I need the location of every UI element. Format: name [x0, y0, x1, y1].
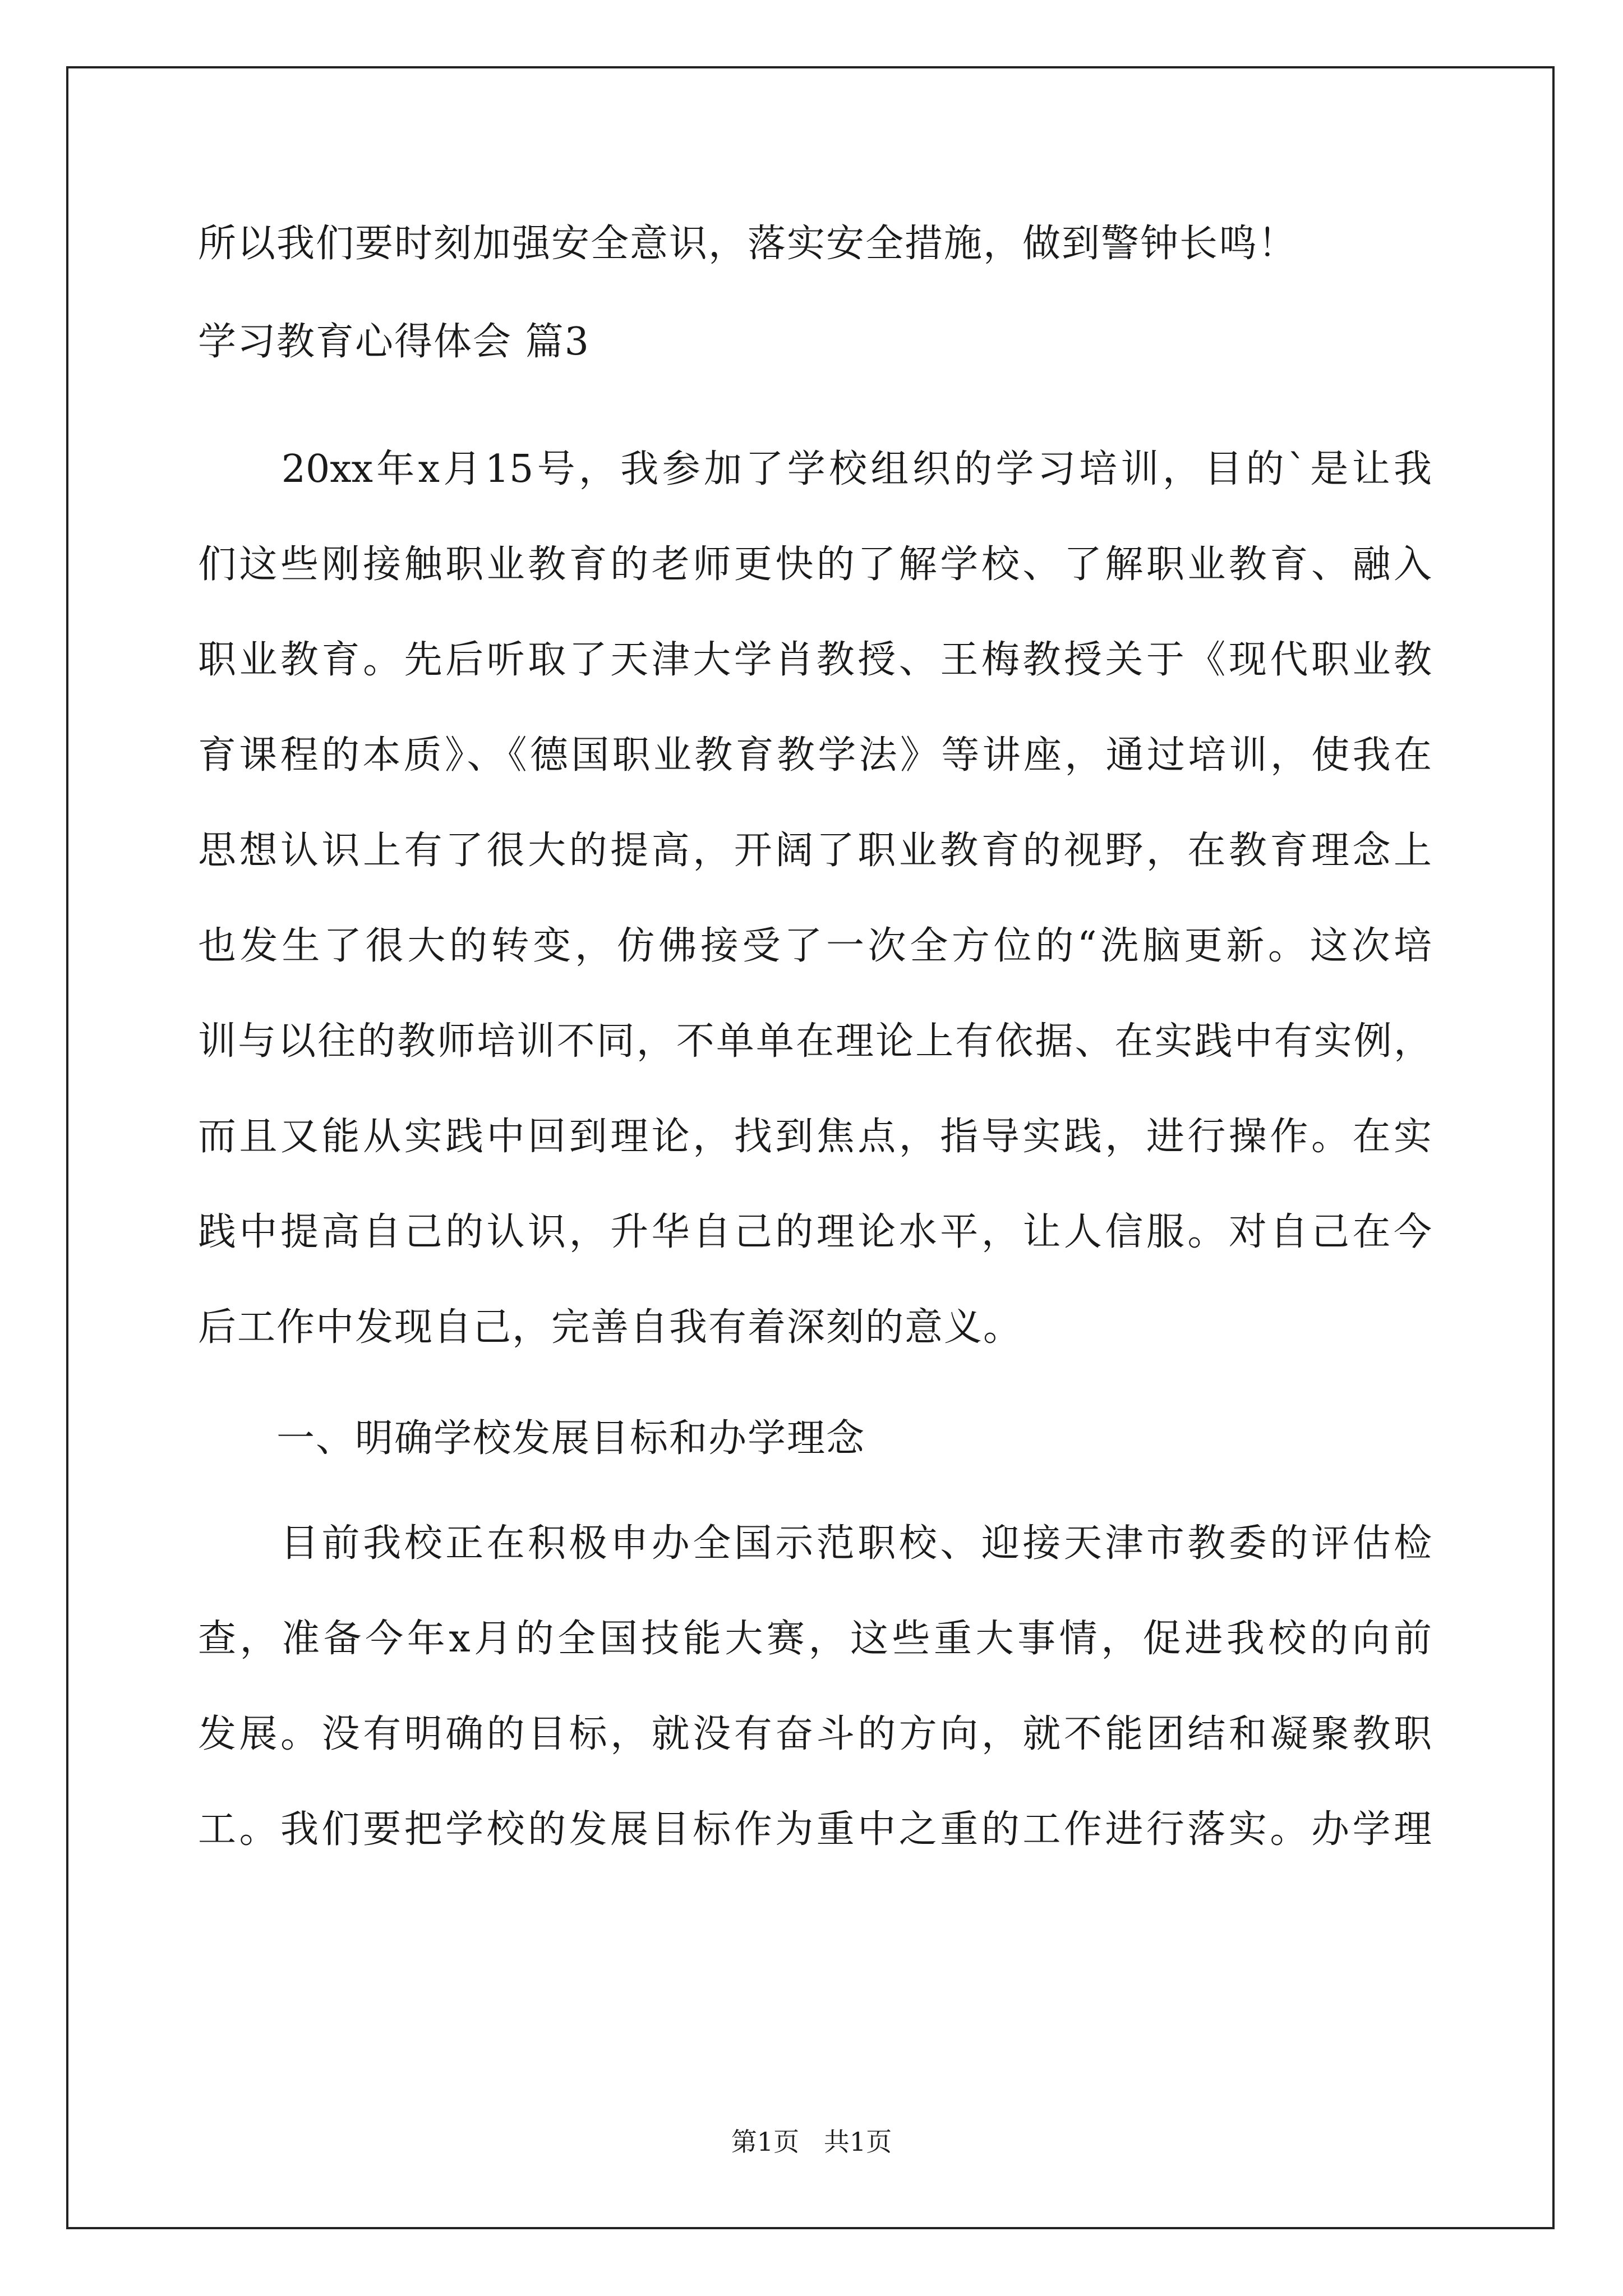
text-line: 所以我们要时刻加强安全意识，落实安全措施，做到警钟长鸣！: [198, 222, 1298, 266]
text-line: 而且又能从实践中回到理论，找到焦点，指导实践，进行操作。在实: [198, 1115, 1432, 1159]
text-line: 也发生了很大的转变，仿佛接受了一次全方位的“洗脑更新。这次培: [198, 924, 1432, 968]
text-line: 职业教育。先后听取了天津大学肖教授、王梅教授关于《现代职业教: [198, 638, 1432, 682]
subheading: 一、明确学校发展目标和办学理念: [198, 1416, 866, 1461]
text-line: 育课程的本质》、《德国职业教育教学法》等讲座，通过培训，使我在: [198, 733, 1432, 777]
text-line: 训与以往的教师培训不同，不单单在理论上有依据、在实践中有实例，: [198, 1019, 1432, 1064]
text-line: 查，准备今年x月的全国技能大赛，这些重大事情，促进我校的向前: [198, 1617, 1432, 1661]
text-line: 们这些刚接触职业教育的老师更快的了解学校、了解职业教育、融入: [198, 542, 1432, 587]
text-line: 思想认识上有了很大的提高，开阔了职业教育的视野，在教育理念上: [198, 829, 1432, 873]
text-line: 目前我校正在积极申办全国示范职校、迎接天津市教委的评估检: [198, 1521, 1432, 1566]
page-footer: 第1页 共1页: [731, 2127, 892, 2157]
text-line: 后工作中发现自己，完善自我有着深刻的意义。: [198, 1305, 1023, 1350]
text-line: 工。我们要把学校的发展目标作为重中之重的工作进行落实。办学理: [198, 1807, 1432, 1852]
text-line: 发展。没有明确的目标，就没有奋斗的方向，就不能团结和凝聚教职: [198, 1712, 1432, 1756]
text-line: 践中提高自己的认识，升华自己的理论水平，让人信服。对自己在今: [198, 1210, 1432, 1254]
text-line: 20xx年x月15号，我参加了学校组织的学习培训，目的`是让我: [198, 447, 1432, 491]
section-heading: 学习教育心得体会 篇3: [198, 320, 590, 364]
